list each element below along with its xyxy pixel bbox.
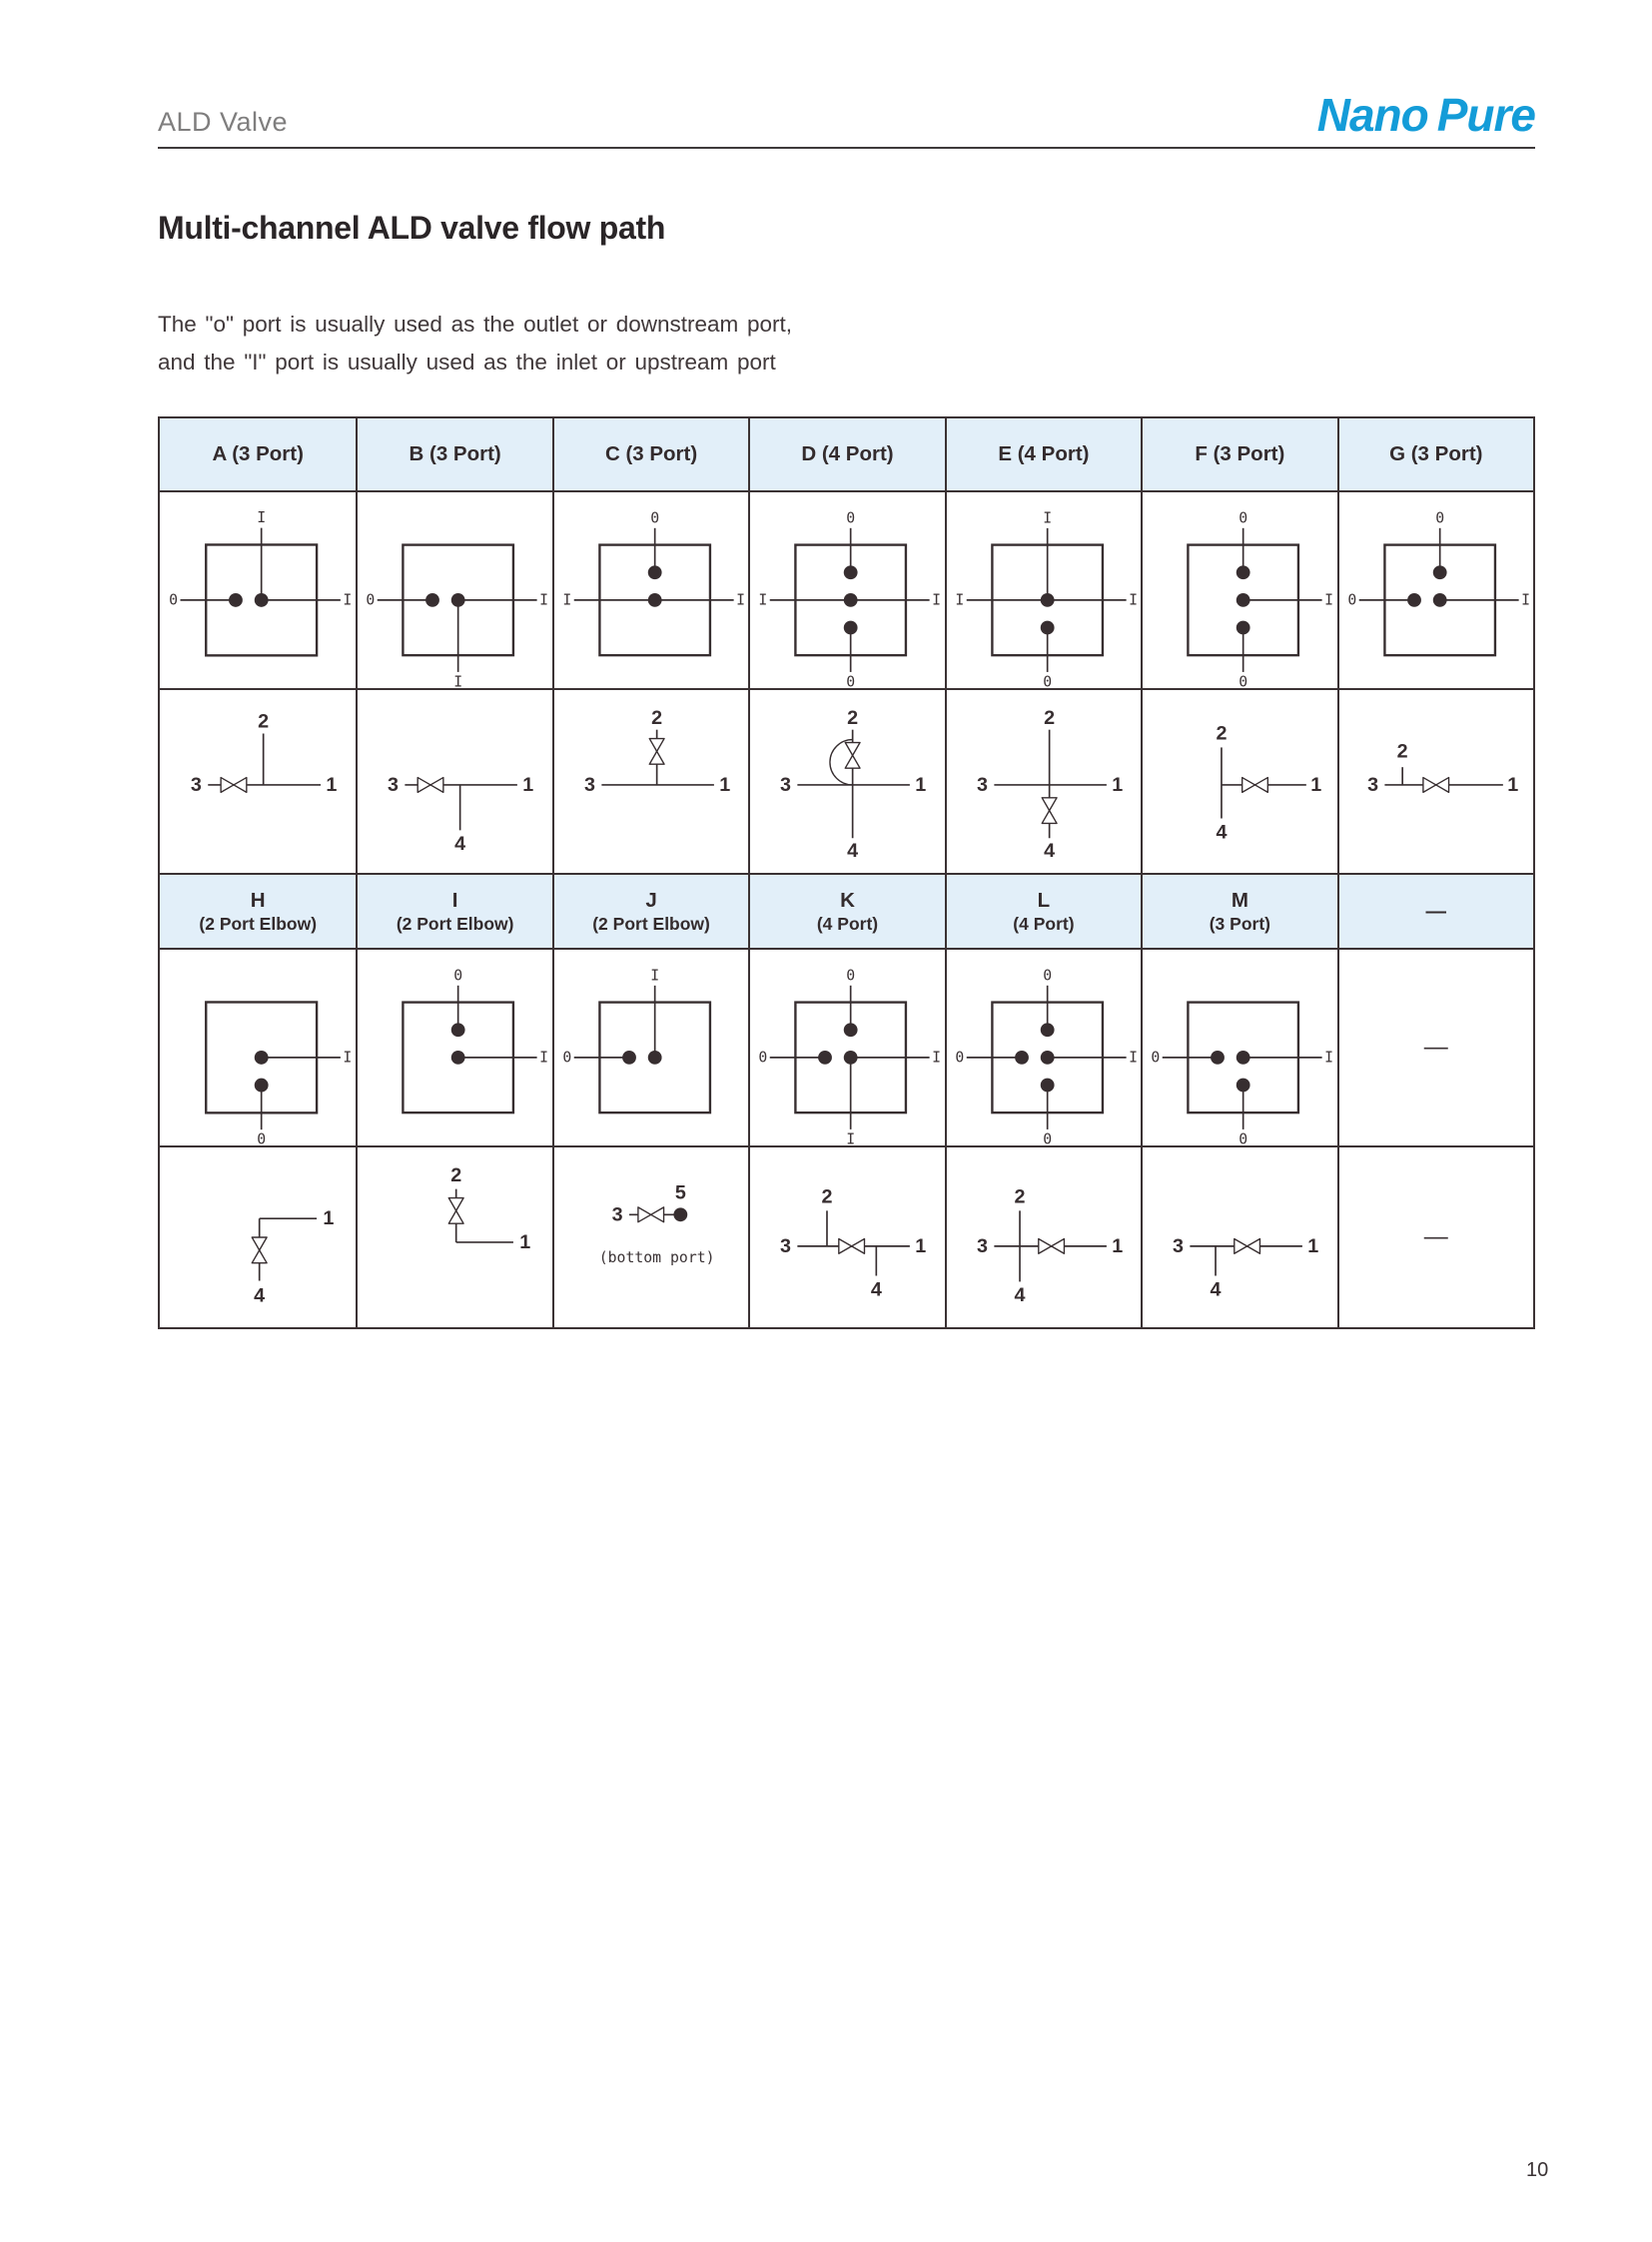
port-number-label: 4: [254, 1284, 266, 1307]
port-label: I: [1128, 591, 1138, 609]
header-label: K: [840, 889, 855, 913]
port-diagram-g: [1337, 492, 1533, 688]
flow-diagram-row-2: [160, 1145, 1533, 1327]
header-cell-d: [748, 418, 944, 490]
port-label: 0: [366, 591, 376, 609]
valve-icon: [252, 1237, 267, 1263]
port-dot: [451, 1023, 465, 1037]
port-number-label: 4: [1043, 840, 1055, 863]
header-cell-g: [1337, 418, 1533, 490]
port-dot: [1237, 565, 1250, 579]
port-label: 0: [562, 1049, 572, 1067]
port-number-label: 4: [1210, 1278, 1222, 1301]
port-dot: [844, 621, 858, 635]
port-diagram-m: [1141, 950, 1336, 1145]
port-dot: [1237, 1051, 1250, 1065]
header-label: J: [645, 889, 657, 913]
valve-icon: [839, 1238, 865, 1253]
section-title: ALD Valve: [158, 107, 289, 137]
header-cell-k: [748, 875, 944, 948]
flow-diagram-b: [356, 690, 551, 873]
header-sublabel: (2 Port Elbow): [199, 913, 318, 934]
header-sublabel: (4 Port): [1013, 913, 1075, 934]
port-dot: [1040, 621, 1054, 635]
port-label: I: [1128, 1049, 1138, 1067]
port-label: I: [650, 967, 659, 985]
port-label: I: [343, 591, 353, 609]
flow-diagram-row-1: [160, 688, 1533, 873]
header-label: A (3 Port): [212, 442, 304, 466]
header-label: G (3 Port): [1389, 442, 1483, 466]
port-dot: [1040, 1023, 1054, 1037]
flow-diagram-h: [160, 1147, 356, 1327]
port-number-label: 4: [847, 840, 859, 863]
port-number-label: 1: [719, 773, 731, 796]
port-label: 0: [1151, 1049, 1161, 1067]
header-label: D (4 Port): [801, 442, 894, 466]
port-dot: [1237, 593, 1250, 607]
port-label: 0: [758, 1049, 768, 1067]
valve-icon: [221, 778, 247, 793]
flow-diagram-g: [1337, 690, 1533, 873]
valve-icon: [1242, 778, 1268, 793]
port-number-label: 2: [450, 1163, 462, 1186]
valve-icon: [1422, 778, 1448, 793]
port-label: 0: [1239, 509, 1248, 527]
header-cell-a: [160, 418, 356, 490]
brand-logo: [1316, 89, 1535, 141]
dash-placeholder: —: [1423, 1223, 1448, 1250]
header-cell-m: [1141, 875, 1336, 948]
flow-diagram-k: [748, 1147, 944, 1327]
port-label: I: [758, 591, 768, 609]
port-number-label: 3: [976, 773, 988, 796]
header-cell-l: [945, 875, 1141, 948]
port-number-label: 2: [821, 1185, 833, 1208]
header-cell-c: [552, 418, 748, 490]
port-dot: [622, 1051, 636, 1065]
port-label: 0: [1042, 1130, 1052, 1145]
header-cell-i: [356, 875, 551, 948]
valve-icon: [846, 743, 861, 769]
port-dot: [426, 593, 440, 607]
port-number-label: 2: [258, 710, 270, 733]
header-label: H: [250, 889, 266, 913]
header-cell-dash: [1337, 875, 1533, 948]
valve-icon: [418, 778, 444, 793]
port-number-label: 1: [1310, 773, 1322, 796]
port-number-label: 2: [1014, 1185, 1026, 1208]
port-number-label: 1: [323, 1207, 335, 1230]
port-diagram-i: [356, 950, 551, 1145]
port-label: I: [1042, 509, 1052, 527]
port-diagram-dash: [1337, 950, 1533, 1145]
port-label: 0: [846, 673, 856, 688]
header-label: —: [1425, 899, 1447, 923]
port-number-label: 1: [915, 773, 927, 796]
port-number-label: 3: [388, 773, 400, 796]
port-label: I: [562, 591, 572, 609]
flow-diagram-f: [1141, 690, 1336, 873]
header-label: F (3 Port): [1195, 442, 1285, 466]
page-title: Multi-channel ALD valve flow path: [158, 210, 666, 246]
port-dot: [1237, 621, 1250, 635]
port-label: I: [932, 1049, 942, 1067]
header-label: B (3 Port): [409, 442, 501, 466]
port-number-label: 3: [1173, 1234, 1185, 1257]
header-cell-f: [1141, 418, 1336, 490]
port-dot: [648, 565, 662, 579]
table-header-row-1: [160, 418, 1533, 490]
header-sublabel: (4 Port): [816, 913, 879, 934]
header-sublabel: (3 Port): [1209, 913, 1270, 934]
port-label: 0: [1346, 591, 1356, 609]
port-number-label: 3: [190, 773, 202, 796]
header-label: M: [1231, 889, 1248, 913]
port-label: I: [735, 591, 745, 609]
port-label: 0: [846, 967, 856, 985]
port-label: 0: [955, 1049, 964, 1067]
port-number-label: 2: [1216, 722, 1228, 745]
port-diagram-j: [552, 950, 748, 1145]
port-label: I: [1324, 591, 1334, 609]
port-diagram-l: [945, 950, 1141, 1145]
port-label: (bottom port): [598, 1249, 715, 1267]
port-label: 0: [1042, 967, 1052, 985]
port-number-label: 3: [780, 773, 792, 796]
header-cell-j: [552, 875, 748, 948]
valve-icon: [1038, 1238, 1064, 1253]
port-number-label: 4: [1216, 821, 1228, 844]
dash-placeholder: —: [1423, 1034, 1448, 1061]
port-dot: [844, 593, 858, 607]
port-number-label: 3: [1366, 773, 1378, 796]
port-label: I: [343, 1049, 353, 1067]
port-number-label: 1: [1506, 773, 1518, 796]
port-label: I: [955, 591, 964, 609]
brand-logo-part2: Pure: [1436, 89, 1535, 141]
valve-icon: [638, 1207, 664, 1222]
port-dot: [1040, 593, 1054, 607]
header-label: L: [1037, 889, 1051, 913]
port-diagram-c: [552, 492, 748, 688]
valve-icon: [1235, 1238, 1260, 1253]
intro-line-2: and the "I" port is usually used as the inlet or upstream port: [158, 350, 776, 374]
valve-icon: [1042, 798, 1057, 824]
header-sublabel: (2 Port Elbow): [592, 913, 710, 934]
header-cell-b: [356, 418, 551, 490]
port-dot: [1211, 1051, 1225, 1065]
port-label: I: [453, 673, 463, 688]
port-dot: [229, 593, 243, 607]
port-dot: [1040, 1079, 1054, 1093]
port-diagram-a: [160, 492, 356, 688]
port-diagram-d: [748, 492, 944, 688]
port-label: 0: [1239, 673, 1248, 688]
port-dot: [255, 593, 269, 607]
header-cell-e: [945, 418, 1141, 490]
port-dot: [451, 1051, 465, 1065]
flow-diagram-d: [748, 690, 944, 873]
port-dot: [648, 593, 662, 607]
header-label: C (3 Port): [604, 442, 698, 466]
header-label: E (4 Port): [998, 442, 1090, 466]
port-number-label: 5: [674, 1181, 686, 1204]
port-label: 0: [1042, 673, 1052, 688]
port-diagram-k: [748, 950, 944, 1145]
port-diagram-h: [160, 950, 356, 1145]
port-label: I: [539, 591, 549, 609]
port-label: 0: [257, 1130, 267, 1145]
port-number-label: 3: [583, 773, 595, 796]
valve-icon: [649, 739, 664, 765]
flow-diagram-dash: [1337, 1147, 1533, 1327]
port-dot: [844, 565, 858, 579]
port-number-label: 3: [976, 1234, 988, 1257]
port-dot: [1407, 593, 1421, 607]
port-label: I: [1324, 1049, 1334, 1067]
port-dot: [1432, 593, 1446, 607]
port-label: I: [257, 509, 267, 527]
flow-diagram-e: [945, 690, 1141, 873]
port-number-label: 1: [326, 773, 338, 796]
port-label: I: [539, 1049, 549, 1067]
port-number-label: 1: [1307, 1234, 1319, 1257]
page-header: [158, 89, 1535, 141]
port-label: I: [932, 591, 942, 609]
port-dot: [1237, 1079, 1250, 1093]
port-label: 0: [169, 591, 179, 609]
flow-diagram-i: [356, 1147, 551, 1327]
port-dot: [818, 1051, 832, 1065]
port-label: 0: [1239, 1130, 1248, 1145]
port-diagram-e: [945, 492, 1141, 688]
port-label: 0: [1434, 509, 1444, 527]
port-label: 0: [453, 967, 463, 985]
port-diagram-row-1: [160, 490, 1533, 688]
port-number-label: 1: [915, 1234, 927, 1257]
port-diagram-f: [1141, 492, 1336, 688]
flow-diagram-c: [552, 690, 748, 873]
port-label: I: [1520, 591, 1530, 609]
port-diagram-row-2: [160, 948, 1533, 1145]
port-number-label: 4: [871, 1278, 883, 1301]
port-diagram-b: [356, 492, 551, 688]
port-dot: [844, 1023, 858, 1037]
port-number-label: 2: [1396, 740, 1408, 763]
intro-text: [158, 306, 1535, 381]
flow-diagram-j: [552, 1147, 748, 1327]
port-dot: [1040, 1051, 1054, 1065]
port-number-label: 3: [611, 1203, 623, 1226]
port-number-label: 2: [847, 706, 859, 729]
port-dot: [1015, 1051, 1029, 1065]
port-dot: [451, 593, 465, 607]
port-dot: [255, 1051, 269, 1065]
port-number-label: 3: [780, 1234, 792, 1257]
intro-line-1: The "o" port is usually used as the outlet or downstream port,: [158, 312, 793, 337]
port-number-label: 2: [651, 706, 662, 729]
port-dot: [648, 1051, 662, 1065]
flow-diagram-a: [160, 690, 356, 873]
port-label: 0: [846, 509, 856, 527]
port-dot: [844, 1051, 858, 1065]
header-cell-h: [160, 875, 356, 948]
brand-logo-part1: Nano: [1316, 89, 1428, 141]
valve-icon: [449, 1198, 464, 1224]
port-label: 0: [650, 509, 659, 527]
valve-table: [158, 416, 1535, 1329]
port-dot: [673, 1207, 687, 1221]
page-number: 10: [1526, 2159, 1549, 2181]
port-number-label: 1: [519, 1230, 531, 1253]
port-number-label: 2: [1043, 706, 1055, 729]
flow-diagram-l: [945, 1147, 1141, 1327]
table-header-row-2: [160, 873, 1533, 948]
port-number-label: 1: [1111, 773, 1123, 796]
header-label: I: [451, 889, 458, 913]
port-number-label: 1: [522, 773, 534, 796]
port-number-label: 4: [1014, 1284, 1026, 1307]
port-dot: [255, 1079, 269, 1093]
port-label: I: [846, 1130, 856, 1145]
header-divider: [158, 147, 1535, 149]
port-number-label: 1: [1111, 1234, 1123, 1257]
port-number-label: 4: [454, 833, 466, 856]
header-sublabel: (2 Port Elbow): [396, 913, 514, 934]
port-dot: [1432, 565, 1446, 579]
flow-diagram-m: [1141, 1147, 1336, 1327]
